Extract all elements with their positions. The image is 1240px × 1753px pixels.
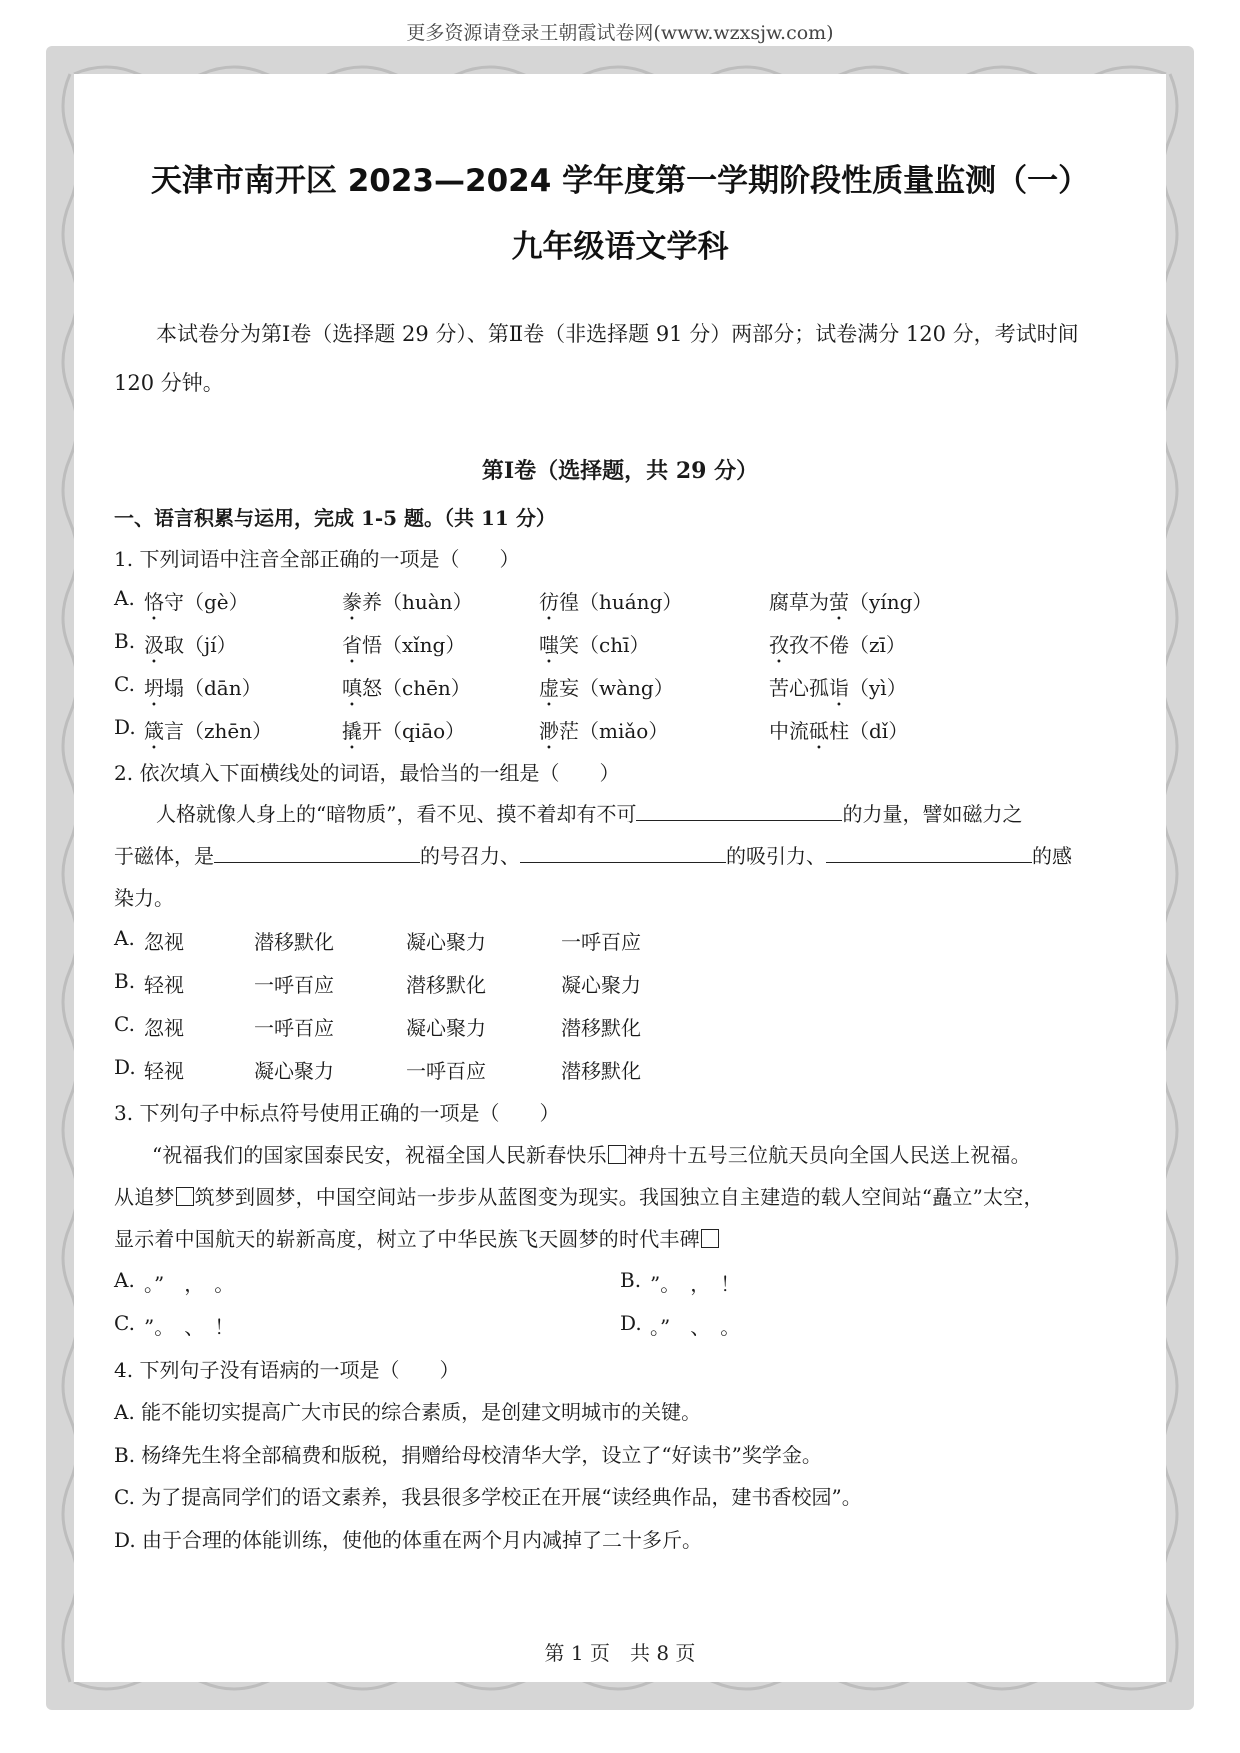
exam-subtitle: 九年级语文学科 — [511, 229, 729, 265]
pinyin-term — [144, 586, 249, 625]
option-label: D. — [114, 1055, 136, 1079]
passage-text: 的号召力、 — [420, 844, 520, 868]
option-word: 凝心聚力 — [406, 930, 486, 954]
emphasized-character: 虚 — [539, 676, 559, 700]
term-prefix: 苦心孤 — [769, 676, 829, 700]
blank-1 — [636, 798, 842, 821]
pinyin-term — [342, 586, 473, 625]
passage-text: 的吸引力、 — [726, 844, 826, 868]
question-1-option-row — [114, 672, 1126, 702]
pinyin-term — [769, 586, 932, 625]
blank-2 — [214, 840, 420, 863]
option-label: A. — [114, 586, 135, 610]
passage-line-3: 染力。 — [114, 886, 174, 910]
emphasized-character: 箴 — [144, 719, 164, 743]
option-word: 潜移默化 — [561, 1016, 641, 1040]
emphasized-character: 渺 — [539, 719, 559, 743]
passage-text: 从追梦 — [114, 1185, 175, 1209]
emphasized-character: 砥 — [809, 719, 829, 743]
option-word: 潜移默化 — [561, 1059, 641, 1083]
exam-intro — [114, 310, 1114, 408]
blank-4 — [826, 840, 1032, 863]
pinyin-term — [342, 715, 465, 754]
emphasized-character: 汲 — [144, 633, 164, 657]
pinyin-term — [342, 672, 471, 711]
term-prefix: 中流 — [769, 719, 809, 743]
passage-text: “祝福我们的国家国泰民安，祝福全国人民新春快乐 — [152, 1143, 607, 1167]
option-label: B. — [114, 969, 136, 993]
emphasized-character: 彷 — [539, 590, 559, 614]
term-suffix: 妄（wàng） — [559, 676, 674, 700]
passage-line-2 — [114, 835, 1114, 877]
pinyin-term — [539, 672, 674, 711]
option-word: 一呼百应 — [406, 1059, 486, 1083]
pinyin-term — [342, 629, 465, 668]
option-label: D. — [620, 1311, 642, 1335]
term-suffix: 柱（dǐ） — [829, 719, 909, 743]
option-marks: ”。 ， ！ — [650, 1272, 741, 1296]
pinyin-term — [144, 629, 237, 668]
question-2-option-row — [114, 926, 1126, 956]
pinyin-term — [769, 629, 906, 668]
question-4-option-d: D. 由于合理的体能训练，使他的体重在两个月内减掉了二十多斤。 — [114, 1528, 703, 1552]
section-heading: 第Ⅰ卷（选择题，共 29 分） — [481, 458, 759, 484]
question-1-stem: 1. 下列词语中注音全部正确的一项是（ ） — [114, 547, 520, 571]
question-2-option-row — [114, 1055, 1126, 1085]
question-1-option-row — [114, 715, 1126, 745]
question-3-passage — [114, 1134, 1114, 1260]
passage-text: 筑梦到圆梦，中国空间站一步步从蓝图变为现实。我国独立自主建造的载人空间站“矗立”太空， — [194, 1185, 1044, 1209]
option-word: 轻视 — [144, 973, 184, 997]
passage-text: 的感 — [1032, 844, 1072, 868]
punctuation-box — [176, 1187, 194, 1206]
emphasized-character: 豢 — [342, 590, 362, 614]
pinyin-term — [769, 715, 908, 754]
option-word: 忽视 — [144, 930, 184, 954]
term-suffix: 孜不倦（zī） — [789, 633, 906, 657]
option-word: 凝心聚力 — [561, 973, 641, 997]
question-2-stem: 2. 依次填入下面横线处的词语，最恰当的一组是（ ） — [114, 761, 620, 785]
term-suffix: 怒（chēn） — [362, 676, 471, 700]
pinyin-term — [539, 629, 649, 668]
part-heading: 一、语言积累与运用，完成 1-5 题。（共 11 分） — [114, 506, 556, 530]
emphasized-character: 孜 — [769, 633, 789, 657]
option-word: 轻视 — [144, 1059, 184, 1083]
question-3-stem: 3. 下列句子中标点符号使用正确的一项是（ ） — [114, 1101, 560, 1125]
pinyin-term — [539, 715, 668, 754]
question-2-option-row — [114, 969, 1126, 999]
term-suffix: 养（huàn） — [362, 590, 473, 614]
term-suffix: 笑（chī） — [559, 633, 650, 657]
passage-text: 神舟十五号三位航天员向全国人民送上祝福。 — [626, 1143, 1031, 1167]
site-banner: 更多资源请登录王朝霞试卷网(www.wzxsjw.com) — [406, 22, 834, 44]
question-4-option-b: B. 杨绛先生将全部稿费和版税，捐赠给母校清华大学，设立了“好读书”奖学金。 — [114, 1443, 822, 1467]
emphasized-character: 嗤 — [539, 633, 559, 657]
term-suffix: 守（gè） — [164, 590, 249, 614]
option-word: 一呼百应 — [254, 1016, 334, 1040]
blank-3 — [520, 840, 726, 863]
punctuation-box — [608, 1145, 626, 1164]
punctuation-box — [701, 1229, 719, 1248]
pinyin-term — [769, 672, 907, 711]
option-label: A. — [114, 926, 135, 950]
emphasized-character: 诣 — [829, 676, 849, 700]
passage-line-2 — [114, 1176, 1114, 1218]
term-suffix: 言（zhēn） — [164, 719, 273, 743]
pinyin-term — [144, 672, 262, 711]
passage-line-3 — [114, 1218, 1114, 1260]
passage-line-1 — [114, 793, 1114, 835]
term-suffix: 徨（huáng） — [559, 590, 683, 614]
pinyin-term — [144, 715, 272, 754]
intro-text: 本试卷分为第Ⅰ卷（选择题 29 分）、第Ⅱ卷（非选择题 91 分）两部分；试卷满分 120 分，考试时间 120 分钟。 — [114, 322, 1079, 395]
question-2-passage — [114, 793, 1114, 919]
term-prefix: 腐草为 — [769, 590, 829, 614]
exam-title: 天津市南开区 2023—2024 学年度第一学期阶段性质量监测（一） — [150, 163, 1090, 199]
term-suffix: 茫（miǎo） — [559, 719, 669, 743]
emphasized-character: 嗔 — [342, 676, 362, 700]
question-3-option-row — [114, 1268, 1126, 1298]
option-label: B. — [620, 1268, 642, 1292]
passage-line-1 — [114, 1134, 1114, 1176]
passage-text: 于磁体，是 — [114, 844, 214, 868]
option-word: 潜移默化 — [406, 973, 486, 997]
option-marks: ”。 、 ！ — [144, 1315, 235, 1339]
term-suffix: 开（qiāo） — [362, 719, 466, 743]
emphasized-character: 撬 — [342, 719, 362, 743]
page-footer: 第 1 页 共 8 页 — [544, 1641, 696, 1665]
term-suffix: 塌（dān） — [164, 676, 262, 700]
option-marks: 。” ， 。 — [144, 1272, 235, 1296]
option-label: B. — [114, 629, 136, 653]
option-word: 潜移默化 — [254, 930, 334, 954]
emphasized-character: 省 — [342, 633, 362, 657]
option-word: 忽视 — [144, 1016, 184, 1040]
emphasized-character: 坍 — [144, 676, 164, 700]
question-1-option-row — [114, 629, 1126, 659]
emphasized-character: 萤 — [829, 590, 849, 614]
term-suffix: 取（jí） — [164, 633, 237, 657]
pinyin-term — [539, 586, 682, 625]
option-word: 凝心聚力 — [406, 1016, 486, 1040]
term-suffix: （yì） — [849, 676, 907, 700]
option-label: C. — [114, 1012, 135, 1036]
option-label: D. — [114, 715, 136, 739]
passage-text: 显示着中国航天的崭新高度，树立了中华民族飞天圆梦的时代丰碑 — [114, 1227, 700, 1251]
option-label: C. — [114, 1311, 135, 1335]
question-4-stem: 4. 下列句子没有语病的一项是（ ） — [114, 1358, 460, 1382]
term-suffix: 悟（xǐng） — [362, 633, 466, 657]
question-3-option-row — [114, 1311, 1126, 1341]
question-1-option-row — [114, 586, 1126, 616]
passage-text: 人格就像人身上的“暗物质”，看不见、摸不着却有不可 — [156, 802, 637, 826]
question-2-option-row — [114, 1012, 1126, 1042]
term-suffix: （yíng） — [849, 590, 933, 614]
option-word: 一呼百应 — [254, 973, 334, 997]
option-word: 凝心聚力 — [254, 1059, 334, 1083]
question-4-option-c: C. 为了提高同学们的语文素养，我县很多学校正在开展“读经典作品，建书香校园”。 — [114, 1485, 862, 1509]
question-4-option-a: A. 能不能切实提高广大市民的综合素质，是创建文明城市的关键。 — [114, 1400, 702, 1424]
option-label: A. — [114, 1268, 135, 1292]
option-label: C. — [114, 672, 135, 696]
passage-text: 的力量，譬如磁力之 — [842, 802, 1023, 826]
emphasized-character: 恪 — [144, 590, 164, 614]
option-word: 一呼百应 — [561, 930, 641, 954]
option-marks: 。” 、 。 — [650, 1315, 741, 1339]
